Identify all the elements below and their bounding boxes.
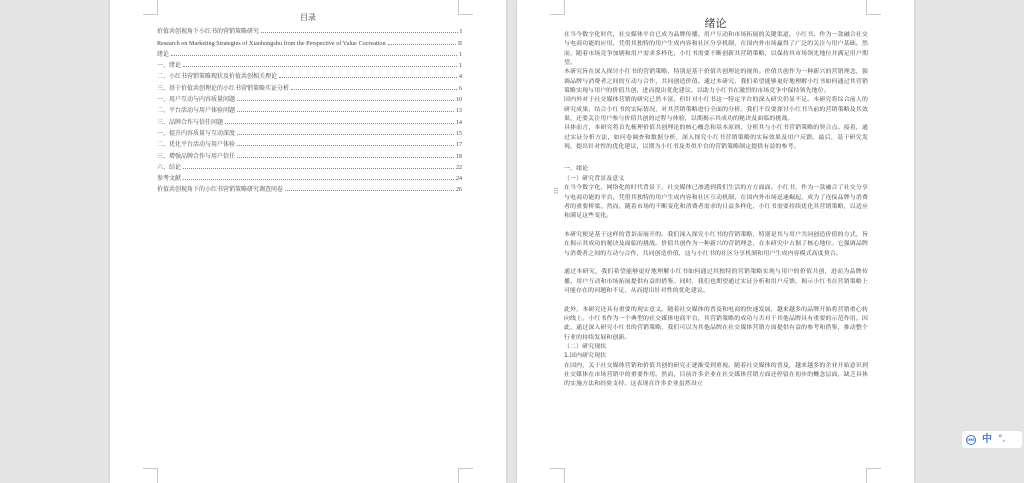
toc-entry[interactable] xyxy=(157,137,462,148)
toc-entry[interactable] xyxy=(157,35,462,46)
toc-entry[interactable] xyxy=(157,160,462,171)
toc-leader-dots xyxy=(183,167,454,169)
toc-entry-page: 4 xyxy=(459,74,462,81)
toc-entry-page: 1 xyxy=(459,63,462,70)
section-heading: 一、绪论 xyxy=(564,166,589,173)
toc-entry[interactable] xyxy=(157,126,462,137)
toc-list xyxy=(157,24,462,193)
blank-line xyxy=(564,152,868,165)
toc-entry[interactable] xyxy=(157,92,462,103)
paragraph: 在当今数字化时代，社交媒体平台已成为品牌传播、用户互动和市场拓展的关键渠道。小红书，作为一款融合社交与电商功能的应用，凭借其独特的用户生成内容和社区分享机制，在国内外市场赢得了广泛的关注与用户基础。然而，随着市场竞争加剧和用户需求多样化，小红书需要不断创新其营销策略，以保持其市场领先地位并满足用户期望。 xyxy=(564,32,868,67)
paragraph: 在当今数字化、网络化的时代背景下，社交媒体已渗透到我们生活的方方面面。小红书，作为一款融合了社交分享与电商功能的平台，凭借其独特的用户生成内容和社区互动机制，在国内外市场迅速崛起，成为了连接品牌与消费者的重要桥梁。然而，随着市场的不断变化和消费者需求的日益多样化，小红书需要持续优化其营销策略，以适应和满足这些变化。 xyxy=(564,185,868,220)
corner-mark xyxy=(550,0,565,15)
toc-entry-label: 一、用户互动与内容质量问题 xyxy=(157,96,236,104)
toc-page xyxy=(110,0,506,483)
paragraph: 此外，本研究还具有重要的现实意义。随着社交媒体的普及和电商的快速发展，越来越多的品牌开始将营销重心转向线上。小红书作为一个典型的社交媒体电商平台，其营销策略的成功与否对于其他品牌具有重要的示范作用。因此，通过深入研究小红书的营销策略，我们可以为其他品牌在社交媒体营销方面提供有益的参考和借鉴，推动整个行业的持续发展和创新。 xyxy=(564,306,868,341)
toc-entry-page: 14 xyxy=(456,119,462,126)
toc-entry-label: 价值共创视角下的小红书营销策略研究调查问卷 xyxy=(157,186,284,194)
block-drag-handle-icon[interactable]: ⠿ xyxy=(553,187,560,196)
toc-entry-page: II xyxy=(458,40,462,47)
toc-entry-label: 六、结论 xyxy=(157,163,182,171)
document-heading: 绪论 xyxy=(704,17,727,30)
toc-leader-dots xyxy=(183,178,454,180)
blank-line xyxy=(564,259,868,268)
toc-entry-label: 二、平台活动与用户体验问题 xyxy=(157,107,236,115)
toc-entry[interactable] xyxy=(157,69,462,80)
toc-leader-dots xyxy=(285,189,454,191)
paragraph: 本研究旨在深入探讨小红书的营销策略，特别是基于价值共创理论的视角。价值共创作为一种新兴的营销理念，强调品牌与消费者之间的互动与合作，共同创造价值。通过本研究，我们希望能够更好地理解小红书如何通过其营销策略实现与用户的价值共创，进而提出优化建议，以助力小红书在激烈的市场竞争中保持领先地位。 xyxy=(564,69,868,95)
toc-entry-label: 参考文献 xyxy=(157,175,182,183)
toc-leader-dots xyxy=(237,144,454,146)
toc-leader-dots xyxy=(237,99,454,101)
toc-leader-dots xyxy=(225,122,454,124)
toc-entry[interactable] xyxy=(157,47,462,58)
toc-entry-label: 绪论 xyxy=(157,50,170,58)
toc-entry-label: 三、品牌合作与信任问题 xyxy=(157,118,224,126)
toc-entry-page: 22 xyxy=(456,164,462,171)
subsubsection-heading: 1.国内研究现状 xyxy=(564,353,607,360)
toc-entry-page: 26 xyxy=(456,187,462,194)
corner-mark xyxy=(143,468,158,483)
corner-mark xyxy=(550,468,565,483)
toc-entry-page: 17 xyxy=(456,142,462,149)
toc-entry-label: 一、提升内容质量与互动深度 xyxy=(157,129,236,137)
language-toggle-icon[interactable]: 中 xyxy=(982,433,992,445)
toc-entry[interactable] xyxy=(157,148,462,159)
subsection-heading: （一）研究背景及意义 xyxy=(564,175,625,182)
paragraph: 国内外对于社交媒体营销的研究已然丰富，但针对小红书这一特定平台的深入研究仍显不足。本研究将综合前人的研究成果，结合小红书的实际情况，对其营销策略进行全面的分析。我们不仅要探讨小红书当前的营销策略及其效果，还要关注用户参与价值共创的过程与体验，以期揭示其成功的秘诀及面临的挑战。 xyxy=(564,97,868,123)
paragraph: 本研究便是基于这样的背景而展开的。我们深入探究小红书的营销策略，特别是其与用户共同创造价值的方式，旨在揭示其成功的秘诀及面临的挑战。价值共创作为一种新兴的营销理念，在本研究中占据了核心地位。它强调品牌与消费者之间的互动与合作，共同创造价值，这与小红书的社区分享机制和用户生成内容模式高度契合。 xyxy=(564,231,868,257)
toc-entry-page: 6 xyxy=(459,85,462,92)
ime-floating-toolbar xyxy=(962,431,1022,448)
corner-mark xyxy=(458,468,473,483)
toc-entry[interactable] xyxy=(157,182,462,193)
toc-entry-page: 18 xyxy=(456,153,462,160)
toc-leader-dots xyxy=(237,156,454,158)
ime-logo-icon[interactable]: IME xyxy=(966,435,976,445)
toc-entry-label: Research on Marketing Strategies of Xiaohongshu from the Perspective of Value Cocreation xyxy=(157,39,386,47)
toc-entry-label: 三、基于价值共创理论的小红书营销策略实证分析 xyxy=(157,84,290,92)
paragraph: 在国内，关于社交媒体营销和价值共创的研究正逐渐受到重视。随着社交媒体的普及，越来越多的企业开始意识到社交媒体在市场营销中的重要作用。然而，目前许多企业在社交媒体营销方面还停留在初步的概念层面，缺乏具体的实施方法和经验支持。这表现在许多企业虽然设立 xyxy=(564,362,868,388)
corner-mark xyxy=(866,0,881,15)
punctuation-toggle-icon[interactable]: °, xyxy=(998,434,1006,444)
toc-entry-page: 10 xyxy=(456,97,462,104)
paragraph: 通过本研究，我们希望能够更好地理解小红书如何通过其独特的营销策略实现与用户的价值共创，进而为品牌传播、用户互动和市场拓展提供有益的借鉴。同时，我们也期望通过实证分析和用户反馈，揭示小红书在营销策略上可能存在的问题和不足，从而提出针对性的优化建议。 xyxy=(564,269,868,294)
toc-entry[interactable] xyxy=(157,103,462,114)
toc-leader-dots xyxy=(291,88,457,90)
toc-entry-page: 24 xyxy=(456,176,462,183)
toc-leader-dots xyxy=(171,54,457,56)
toc-entry-page: 15 xyxy=(456,130,462,137)
toc-entry-label: 一、绪论 xyxy=(157,62,182,70)
toc-leader-dots xyxy=(388,43,456,45)
toc-entry[interactable] xyxy=(157,80,462,91)
toc-entry-label: 价值共创视角下小红书的营销策略研究 xyxy=(157,28,260,36)
toc-leader-dots xyxy=(237,133,454,135)
toc-entry-label: 三、增强品牌合作与用户信任 xyxy=(157,152,236,160)
toc-title: 目录 xyxy=(300,13,316,22)
toc-leader-dots xyxy=(279,76,457,78)
toc-leader-dots xyxy=(261,31,458,33)
toc-leader-dots xyxy=(237,110,454,112)
toc-leader-dots xyxy=(183,65,457,67)
toc-entry[interactable] xyxy=(157,24,462,35)
toc-entry[interactable] xyxy=(157,58,462,69)
toc-entry-label: 二、优化平台活动与用户体验 xyxy=(157,141,236,149)
toc-entry-page: 13 xyxy=(456,108,462,115)
toc-entry-page: I xyxy=(460,29,462,36)
body-page xyxy=(517,0,914,483)
blank-line xyxy=(564,222,868,231)
paragraph: 具体而言，本研究将首先梳理价值共创理论的核心概念和基本原则，分析其与小红书营销策略的契合点。接着，通过实证分析方法，如问卷调查和数据分析，深入探究小红书营销策略的实际效果及用户反馈。最后，基于研究发现，提出针对性的优化建议，以期为小红书及类似平台的营销策略制定提供有益的参考。 xyxy=(564,125,868,151)
corner-mark xyxy=(866,468,881,483)
toc-entry[interactable] xyxy=(157,114,462,125)
toc-entry-page: 1 xyxy=(459,51,462,58)
toc-entry[interactable] xyxy=(157,171,462,182)
blank-line xyxy=(564,296,868,305)
subsection-heading: （二）研究现状 xyxy=(564,344,607,350)
document-body[interactable] xyxy=(564,31,868,390)
toc-entry-label: 二、小红书营销策略现状及价值共创相关理论 xyxy=(157,73,278,81)
